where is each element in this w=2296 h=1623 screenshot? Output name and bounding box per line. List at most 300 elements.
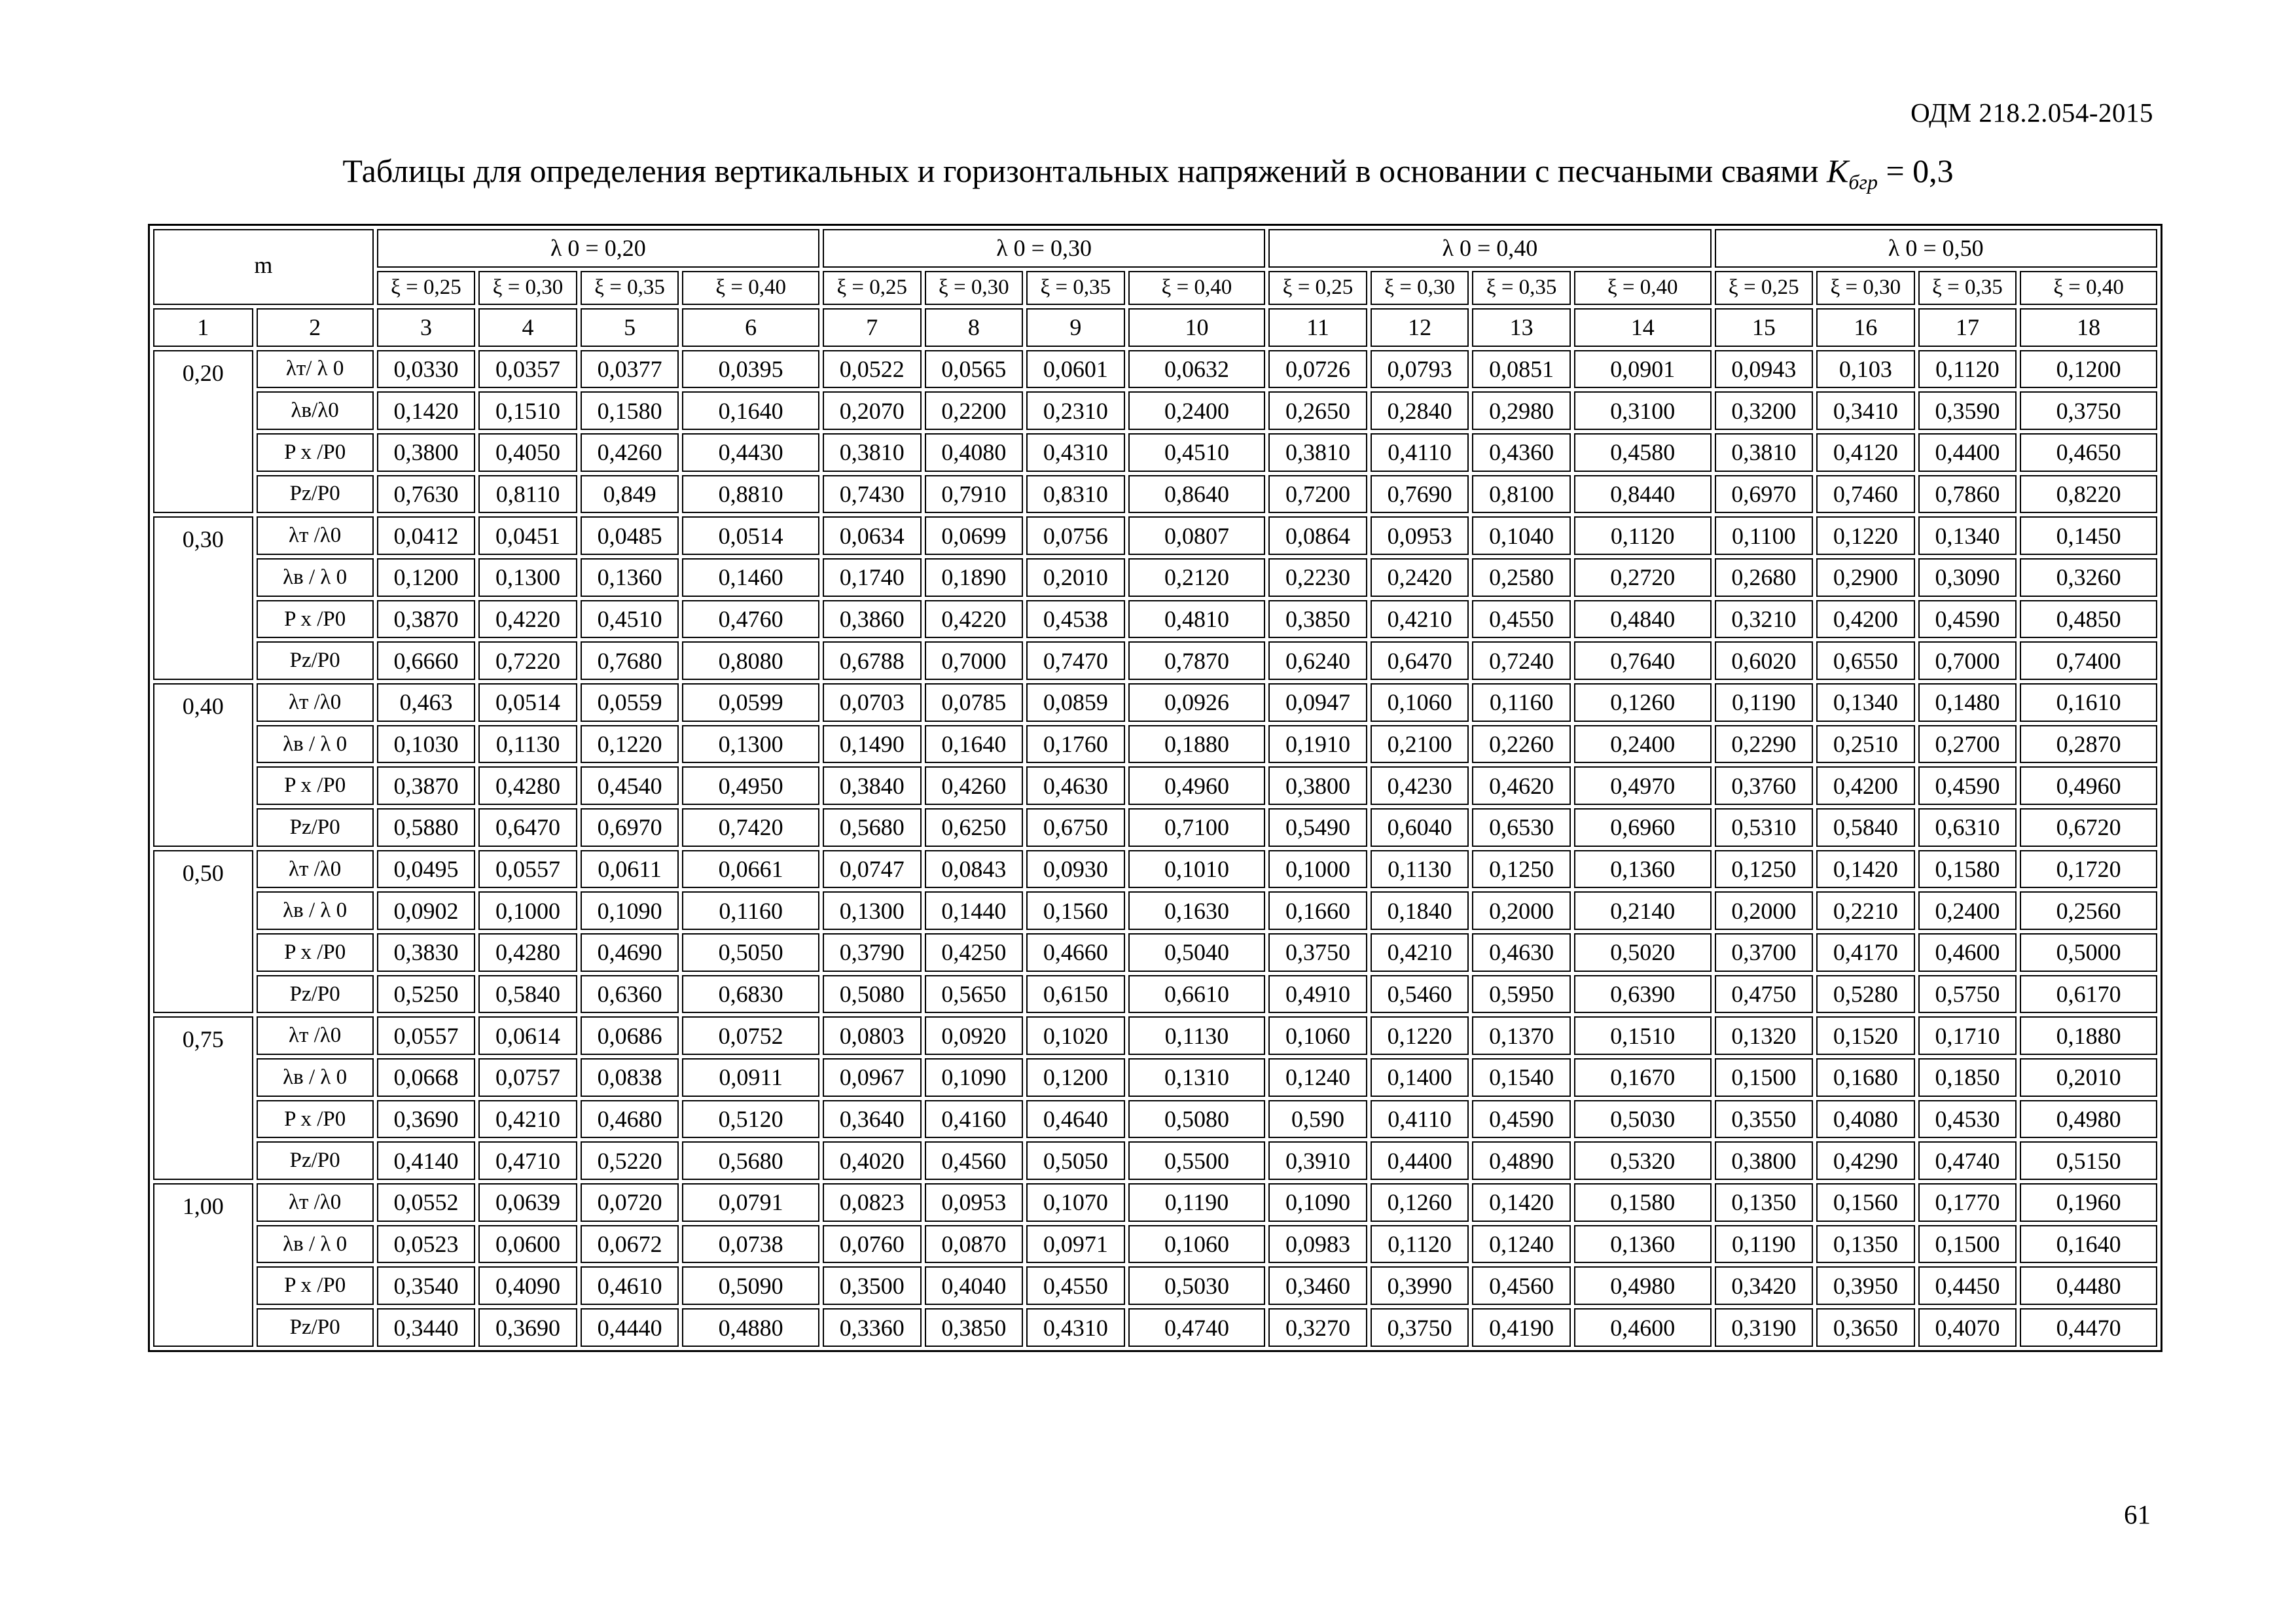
value-cell: 0,5000 [2020,933,2157,972]
value-cell: 0,1300 [823,891,922,930]
value-cell: 0,4280 [478,933,577,972]
value-cell: 0,3830 [377,933,476,972]
value-cell: 0,1000 [478,891,577,930]
value-cell: 0,4680 [581,1100,679,1139]
value-cell: 0,1680 [1816,1058,1915,1097]
value-cell: 0,1720 [2020,850,2157,889]
value-cell: 0,0785 [925,683,1024,722]
value-cell: 0,0838 [581,1058,679,1097]
value-cell: 0,4120 [1816,433,1915,472]
value-cell: 0,8310 [1026,475,1125,514]
value-cell: 0,1560 [1026,891,1125,930]
table-row [153,975,2157,1014]
value-cell: 0,3690 [377,1100,476,1139]
value-cell: 0,4450 [1918,1266,2017,1305]
value-cell: 0,849 [581,475,679,514]
value-cell: 0,0632 [1128,350,1266,389]
value-cell: 0,4020 [823,1141,922,1180]
value-cell: 0,3420 [1715,1266,1814,1305]
value-cell: 0,2230 [1268,558,1367,597]
value-cell: 0,5320 [1574,1141,1712,1180]
column-number-cell: 8 [925,308,1024,347]
value-cell: 0,4840 [1574,600,1712,639]
xi-header-cell: ξ = 0,25 [1268,271,1367,305]
value-cell: 0,7000 [925,641,1024,680]
table-row [153,433,2157,472]
value-cell: 0,3190 [1715,1308,1814,1347]
value-cell: 0,0864 [1268,516,1367,555]
value-cell: 0,4260 [581,433,679,472]
value-cell: 0,1960 [2020,1183,2157,1222]
value-cell: 0,1370 [1472,1016,1571,1055]
value-cell: 0,4260 [925,766,1024,805]
value-cell: 0,7100 [1128,808,1266,847]
value-cell: 0,0793 [1371,350,1469,389]
value-cell: 0,3800 [1715,1141,1814,1180]
value-cell: 0,1770 [1918,1183,2017,1222]
value-cell: 0,4590 [1918,766,2017,805]
value-cell: 0,0451 [478,516,577,555]
value-cell: 0,5750 [1918,975,2017,1014]
table-row [153,391,2157,430]
value-cell: 0,1510 [478,391,577,430]
value-cell: 0,5680 [682,1141,819,1180]
value-cell: 0,2980 [1472,391,1571,430]
value-cell: 0,1580 [1918,850,2017,889]
value-cell: 0,1480 [1918,683,2017,722]
value-cell: 0,3870 [377,600,476,639]
value-cell: 0,5020 [1574,933,1712,972]
value-cell: 0,4970 [1574,766,1712,805]
value-cell: 0,1300 [478,558,577,597]
value-cell: 0,2580 [1472,558,1571,597]
column-number-cell: 4 [478,308,577,347]
value-cell: 0,4280 [478,766,577,805]
value-cell: 0,4140 [377,1141,476,1180]
value-cell: 0,1520 [1816,1016,1915,1055]
value-cell: 0,0514 [682,516,819,555]
parameter-cell: P x /P0 [257,433,374,472]
column-number-cell: 16 [1816,308,1915,347]
value-cell: 0,0601 [1026,350,1125,389]
value-cell: 0,3460 [1268,1266,1367,1305]
value-cell: 0,0668 [377,1058,476,1097]
value-cell: 0,3640 [823,1100,922,1139]
value-cell: 0,3790 [823,933,922,972]
value-cell: 0,3440 [377,1308,476,1347]
value-cell: 0,7870 [1128,641,1266,680]
value-cell: 0,7000 [1918,641,2017,680]
value-cell: 0,0983 [1268,1225,1367,1264]
value-cell: 0,2400 [1128,391,1266,430]
value-cell: 0,5460 [1371,975,1469,1014]
value-cell: 0,1190 [1715,1225,1814,1264]
m-value-cell: 0,30 [153,516,253,680]
xi-header-cell: ξ = 0,35 [1026,271,1125,305]
value-cell: 0,7680 [581,641,679,680]
value-cell: 0,1090 [925,1058,1024,1097]
value-cell: 0,0634 [823,516,922,555]
parameter-cell: P x /P0 [257,600,374,639]
value-cell: 0,6390 [1574,975,1712,1014]
value-cell: 0,0485 [581,516,679,555]
value-cell: 0,4470 [2020,1308,2157,1347]
value-cell: 0,0565 [925,350,1024,389]
value-cell: 0,5050 [1026,1141,1125,1180]
value-cell: 0,5840 [478,975,577,1014]
value-cell: 0,1130 [1128,1016,1266,1055]
value-cell: 0,0843 [925,850,1024,889]
value-cell: 0,2010 [2020,1058,2157,1097]
value-cell: 0,1320 [1715,1016,1814,1055]
value-cell: 0,0947 [1268,683,1367,722]
value-cell: 0,1040 [1472,516,1571,555]
value-cell: 0,2400 [1918,891,2017,930]
value-cell: 0,1360 [1574,850,1712,889]
value-cell: 0,1200 [1026,1058,1125,1097]
value-cell: 0,4040 [925,1266,1024,1305]
parameter-cell: P x /P0 [257,1100,374,1139]
value-cell: 0,1850 [1918,1058,2017,1097]
value-cell: 0,4580 [1574,433,1712,472]
value-cell: 0,0943 [1715,350,1814,389]
value-cell: 0,1310 [1128,1058,1266,1097]
value-cell: 0,590 [1268,1100,1367,1139]
value-cell: 0,0557 [478,850,577,889]
value-cell: 0,0807 [1128,516,1266,555]
value-cell: 0,4650 [2020,433,2157,472]
value-cell: 0,4640 [1026,1100,1125,1139]
value-cell: 0,3750 [1268,933,1367,972]
value-cell: 0,0611 [581,850,679,889]
parameter-cell: P x /P0 [257,1266,374,1305]
table-row [153,1016,2157,1055]
value-cell: 0,5220 [581,1141,679,1180]
value-cell: 0,2010 [1026,558,1125,597]
parameter-cell: λт /λ0 [257,1016,374,1055]
xi-header-cell: ξ = 0,35 [1918,271,2017,305]
value-cell: 0,2720 [1574,558,1712,597]
value-cell: 0,1020 [1026,1016,1125,1055]
value-cell: 0,6970 [581,808,679,847]
header-row-lambda [153,229,2157,268]
value-cell: 0,8440 [1574,475,1712,514]
value-cell: 0,0639 [478,1183,577,1222]
value-cell: 0,4560 [1472,1266,1571,1305]
value-cell: 0,7470 [1026,641,1125,680]
value-cell: 0,6970 [1715,475,1814,514]
value-cell: 0,4080 [1816,1100,1915,1139]
value-cell: 0,0600 [478,1225,577,1264]
k-coefficient-value: = 0,3 [1886,152,1954,189]
value-cell: 0,6310 [1918,808,2017,847]
value-cell: 0,1670 [1574,1058,1712,1097]
value-cell: 0,0672 [581,1225,679,1264]
table-body [153,229,2157,1347]
value-cell: 0,4740 [1128,1308,1266,1347]
value-cell: 0,5880 [377,808,476,847]
xi-header-cell: ξ = 0,40 [682,271,819,305]
value-cell: 0,0599 [682,683,819,722]
value-cell: 0,4750 [1715,975,1814,1014]
value-cell: 0,463 [377,683,476,722]
value-cell: 0,5500 [1128,1141,1266,1180]
table-row [153,933,2157,972]
value-cell: 0,3500 [823,1266,922,1305]
value-cell: 0,5120 [682,1100,819,1139]
value-cell: 0,0870 [925,1225,1024,1264]
value-cell: 0,6750 [1026,808,1125,847]
value-cell: 0,2870 [2020,725,2157,764]
table-row [153,1183,2157,1222]
value-cell: 0,5650 [925,975,1024,1014]
value-cell: 0,1840 [1371,891,1469,930]
value-cell: 0,1160 [682,891,819,930]
parameter-cell: λв / λ 0 [257,725,374,764]
column-number-cell: 9 [1026,308,1125,347]
value-cell: 0,3590 [1918,391,2017,430]
value-cell: 0,4170 [1816,933,1915,972]
lambda-group-header: λ 0 = 0,30 [823,229,1265,268]
value-cell: 0,1580 [581,391,679,430]
table-row [153,808,2157,847]
m-header-cell: m [153,229,374,305]
value-cell: 0,7630 [377,475,476,514]
value-cell: 0,2000 [1472,891,1571,930]
value-cell: 0,0756 [1026,516,1125,555]
value-cell: 0,1440 [925,891,1024,930]
value-cell: 0,6240 [1268,641,1367,680]
value-cell: 0,1190 [1715,683,1814,722]
value-cell: 0,6040 [1371,808,1469,847]
value-cell: 0,1350 [1816,1225,1915,1264]
value-cell: 0,1060 [1371,683,1469,722]
value-cell: 0,4550 [1472,600,1571,639]
column-number-cell: 14 [1574,308,1712,347]
value-cell: 0,7400 [2020,641,2157,680]
value-cell: 0,2290 [1715,725,1814,764]
value-cell: 0,6020 [1715,641,1814,680]
value-cell: 0,4690 [581,933,679,972]
value-cell: 0,7910 [925,475,1024,514]
page-title-text: Таблицы для определения вертикальных и горизонтальных напряжений в основании с песчаными сваями [342,152,1819,189]
value-cell: 0,1420 [1472,1183,1571,1222]
value-cell: 0,6360 [581,975,679,1014]
value-cell: 0,1120 [1574,516,1712,555]
value-cell: 0,1220 [581,725,679,764]
value-cell: 0,0930 [1026,850,1125,889]
value-cell: 0,6960 [1574,808,1712,847]
table-row [153,1058,2157,1097]
value-cell: 0,0902 [377,891,476,930]
value-cell: 0,2260 [1472,725,1571,764]
value-cell: 0,0926 [1128,683,1266,722]
value-cell: 0,4200 [1816,600,1915,639]
value-cell: 0,1250 [1715,850,1814,889]
table-row [153,725,2157,764]
parameter-cell: λт /λ0 [257,516,374,555]
value-cell: 0,3540 [377,1266,476,1305]
value-cell: 0,1240 [1472,1225,1571,1264]
value-cell: 0,4200 [1816,766,1915,805]
value-cell: 0,0699 [925,516,1024,555]
value-cell: 0,2070 [823,391,922,430]
value-cell: 0,1090 [1268,1183,1367,1222]
value-cell: 0,3850 [1268,600,1367,639]
parameter-cell: Pz/P0 [257,808,374,847]
parameter-cell: λв / λ 0 [257,1058,374,1097]
value-cell: 0,3700 [1715,933,1814,972]
value-cell: 0,3950 [1816,1266,1915,1305]
value-cell: 0,3750 [2020,391,2157,430]
value-cell: 0,2140 [1574,891,1712,930]
value-cell: 0,3800 [1268,766,1367,805]
value-cell: 0,0953 [925,1183,1024,1222]
value-cell: 0,3200 [1715,391,1814,430]
parameter-cell: Pz/P0 [257,641,374,680]
xi-header-cell: ξ = 0,40 [1128,271,1266,305]
value-cell: 0,1100 [1715,516,1814,555]
column-number-cell: 11 [1268,308,1367,347]
value-cell: 0,4590 [1918,600,2017,639]
value-cell: 0,7220 [478,641,577,680]
parameter-cell: Pz/P0 [257,475,374,514]
value-cell: 0,3270 [1268,1308,1367,1347]
value-cell: 0,3800 [377,433,476,472]
xi-header-cell: ξ = 0,25 [823,271,922,305]
value-cell: 0,2310 [1026,391,1125,430]
value-cell: 0,3810 [1715,433,1814,472]
value-cell: 0,2650 [1268,391,1367,430]
value-cell: 0,1130 [1371,850,1469,889]
m-value-cell: 0,75 [153,1016,253,1180]
stress-coefficient-table [148,224,2162,1352]
value-cell: 0,5040 [1128,933,1266,972]
value-cell: 0,3810 [823,433,922,472]
value-cell: 0,4960 [2020,766,2157,805]
value-cell: 0,7690 [1371,475,1469,514]
value-cell: 0,1340 [1816,683,1915,722]
value-cell: 0,4210 [1371,933,1469,972]
value-cell: 0,1350 [1715,1183,1814,1222]
xi-header-cell: ξ = 0,25 [1715,271,1814,305]
value-cell: 0,1560 [1816,1183,1915,1222]
parameter-cell: Pz/P0 [257,1141,374,1180]
value-cell: 0,1220 [1371,1016,1469,1055]
value-cell: 0,0552 [377,1183,476,1222]
value-cell: 0,4960 [1128,766,1266,805]
value-cell: 0,6470 [1371,641,1469,680]
column-number-cell: 5 [581,308,679,347]
value-cell: 0,6720 [2020,808,2157,847]
value-cell: 0,1660 [1268,891,1367,930]
value-cell: 0,3260 [2020,558,2157,597]
value-cell: 0,8110 [478,475,577,514]
value-cell: 0,4890 [1472,1141,1571,1180]
column-number-cell: 18 [2020,308,2157,347]
lambda-group-header: λ 0 = 0,50 [1715,229,2157,268]
value-cell: 0,4080 [925,433,1024,472]
value-cell: 0,0967 [823,1058,922,1097]
value-cell: 0,1200 [2020,350,2157,389]
value-cell: 0,6250 [925,808,1024,847]
value-cell: 0,6170 [2020,975,2157,1014]
value-cell: 0,4310 [1026,1308,1125,1347]
table-row [153,558,2157,597]
value-cell: 0,4560 [925,1141,1024,1180]
value-cell: 0,1740 [823,558,922,597]
value-cell: 0,0412 [377,516,476,555]
value-cell: 0,4600 [1918,933,2017,972]
table-row [153,1100,2157,1139]
value-cell: 0,4110 [1371,1100,1469,1139]
value-cell: 0,1160 [1472,683,1571,722]
column-number-cell: 15 [1715,308,1814,347]
xi-header-cell: ξ = 0,40 [1574,271,1712,305]
value-cell: 0,4210 [1371,600,1469,639]
value-cell: 0,4760 [682,600,819,639]
value-cell: 0,4190 [1472,1308,1571,1347]
value-cell: 0,8810 [682,475,819,514]
value-cell: 0,0911 [682,1058,819,1097]
value-cell: 0,1060 [1268,1016,1367,1055]
lambda-group-header: λ 0 = 0,20 [377,229,819,268]
value-cell: 0,0738 [682,1225,819,1264]
value-cell: 0,1260 [1574,683,1712,722]
value-cell: 0,4590 [1472,1100,1571,1139]
parameter-cell: P x /P0 [257,766,374,805]
value-cell: 0,5080 [823,975,922,1014]
value-cell: 0,0747 [823,850,922,889]
xi-header-cell: ξ = 0,40 [2020,271,2157,305]
table-row [153,641,2157,680]
value-cell: 0,1450 [2020,516,2157,555]
value-cell: 0,4600 [1574,1308,1712,1347]
value-cell: 0,4880 [682,1308,819,1347]
value-cell: 0,0522 [823,350,922,389]
m-value-cell: 0,20 [153,350,253,514]
value-cell: 0,1540 [1472,1058,1571,1097]
value-cell: 0,4290 [1816,1141,1915,1180]
value-cell: 0,0557 [377,1016,476,1055]
value-cell: 0,1420 [377,391,476,430]
column-number-cell: 7 [823,308,922,347]
value-cell: 0,1400 [1371,1058,1469,1097]
value-cell: 0,2400 [1574,725,1712,764]
value-cell: 0,0971 [1026,1225,1125,1264]
value-cell: 0,1220 [1816,516,1915,555]
value-cell: 0,1340 [1918,516,2017,555]
value-cell: 0,1890 [925,558,1024,597]
value-cell: 0,1360 [1574,1225,1712,1264]
value-cell: 0,0395 [682,350,819,389]
value-cell: 0,4950 [682,766,819,805]
value-cell: 0,0514 [478,683,577,722]
value-cell: 0,2120 [1128,558,1266,597]
value-cell: 0,6610 [1128,975,1266,1014]
value-cell: 0,2700 [1918,725,2017,764]
value-cell: 0,0726 [1268,350,1367,389]
value-cell: 0,0901 [1574,350,1712,389]
value-cell: 0,4050 [478,433,577,472]
value-cell: 0,1610 [2020,683,2157,722]
value-cell: 0,4070 [1918,1308,2017,1347]
value-cell: 0,8080 [682,641,819,680]
value-cell: 0,3870 [377,766,476,805]
parameter-cell: λт/ λ 0 [257,350,374,389]
value-cell: 0,5050 [682,933,819,972]
parameter-cell: λв / λ 0 [257,1225,374,1264]
